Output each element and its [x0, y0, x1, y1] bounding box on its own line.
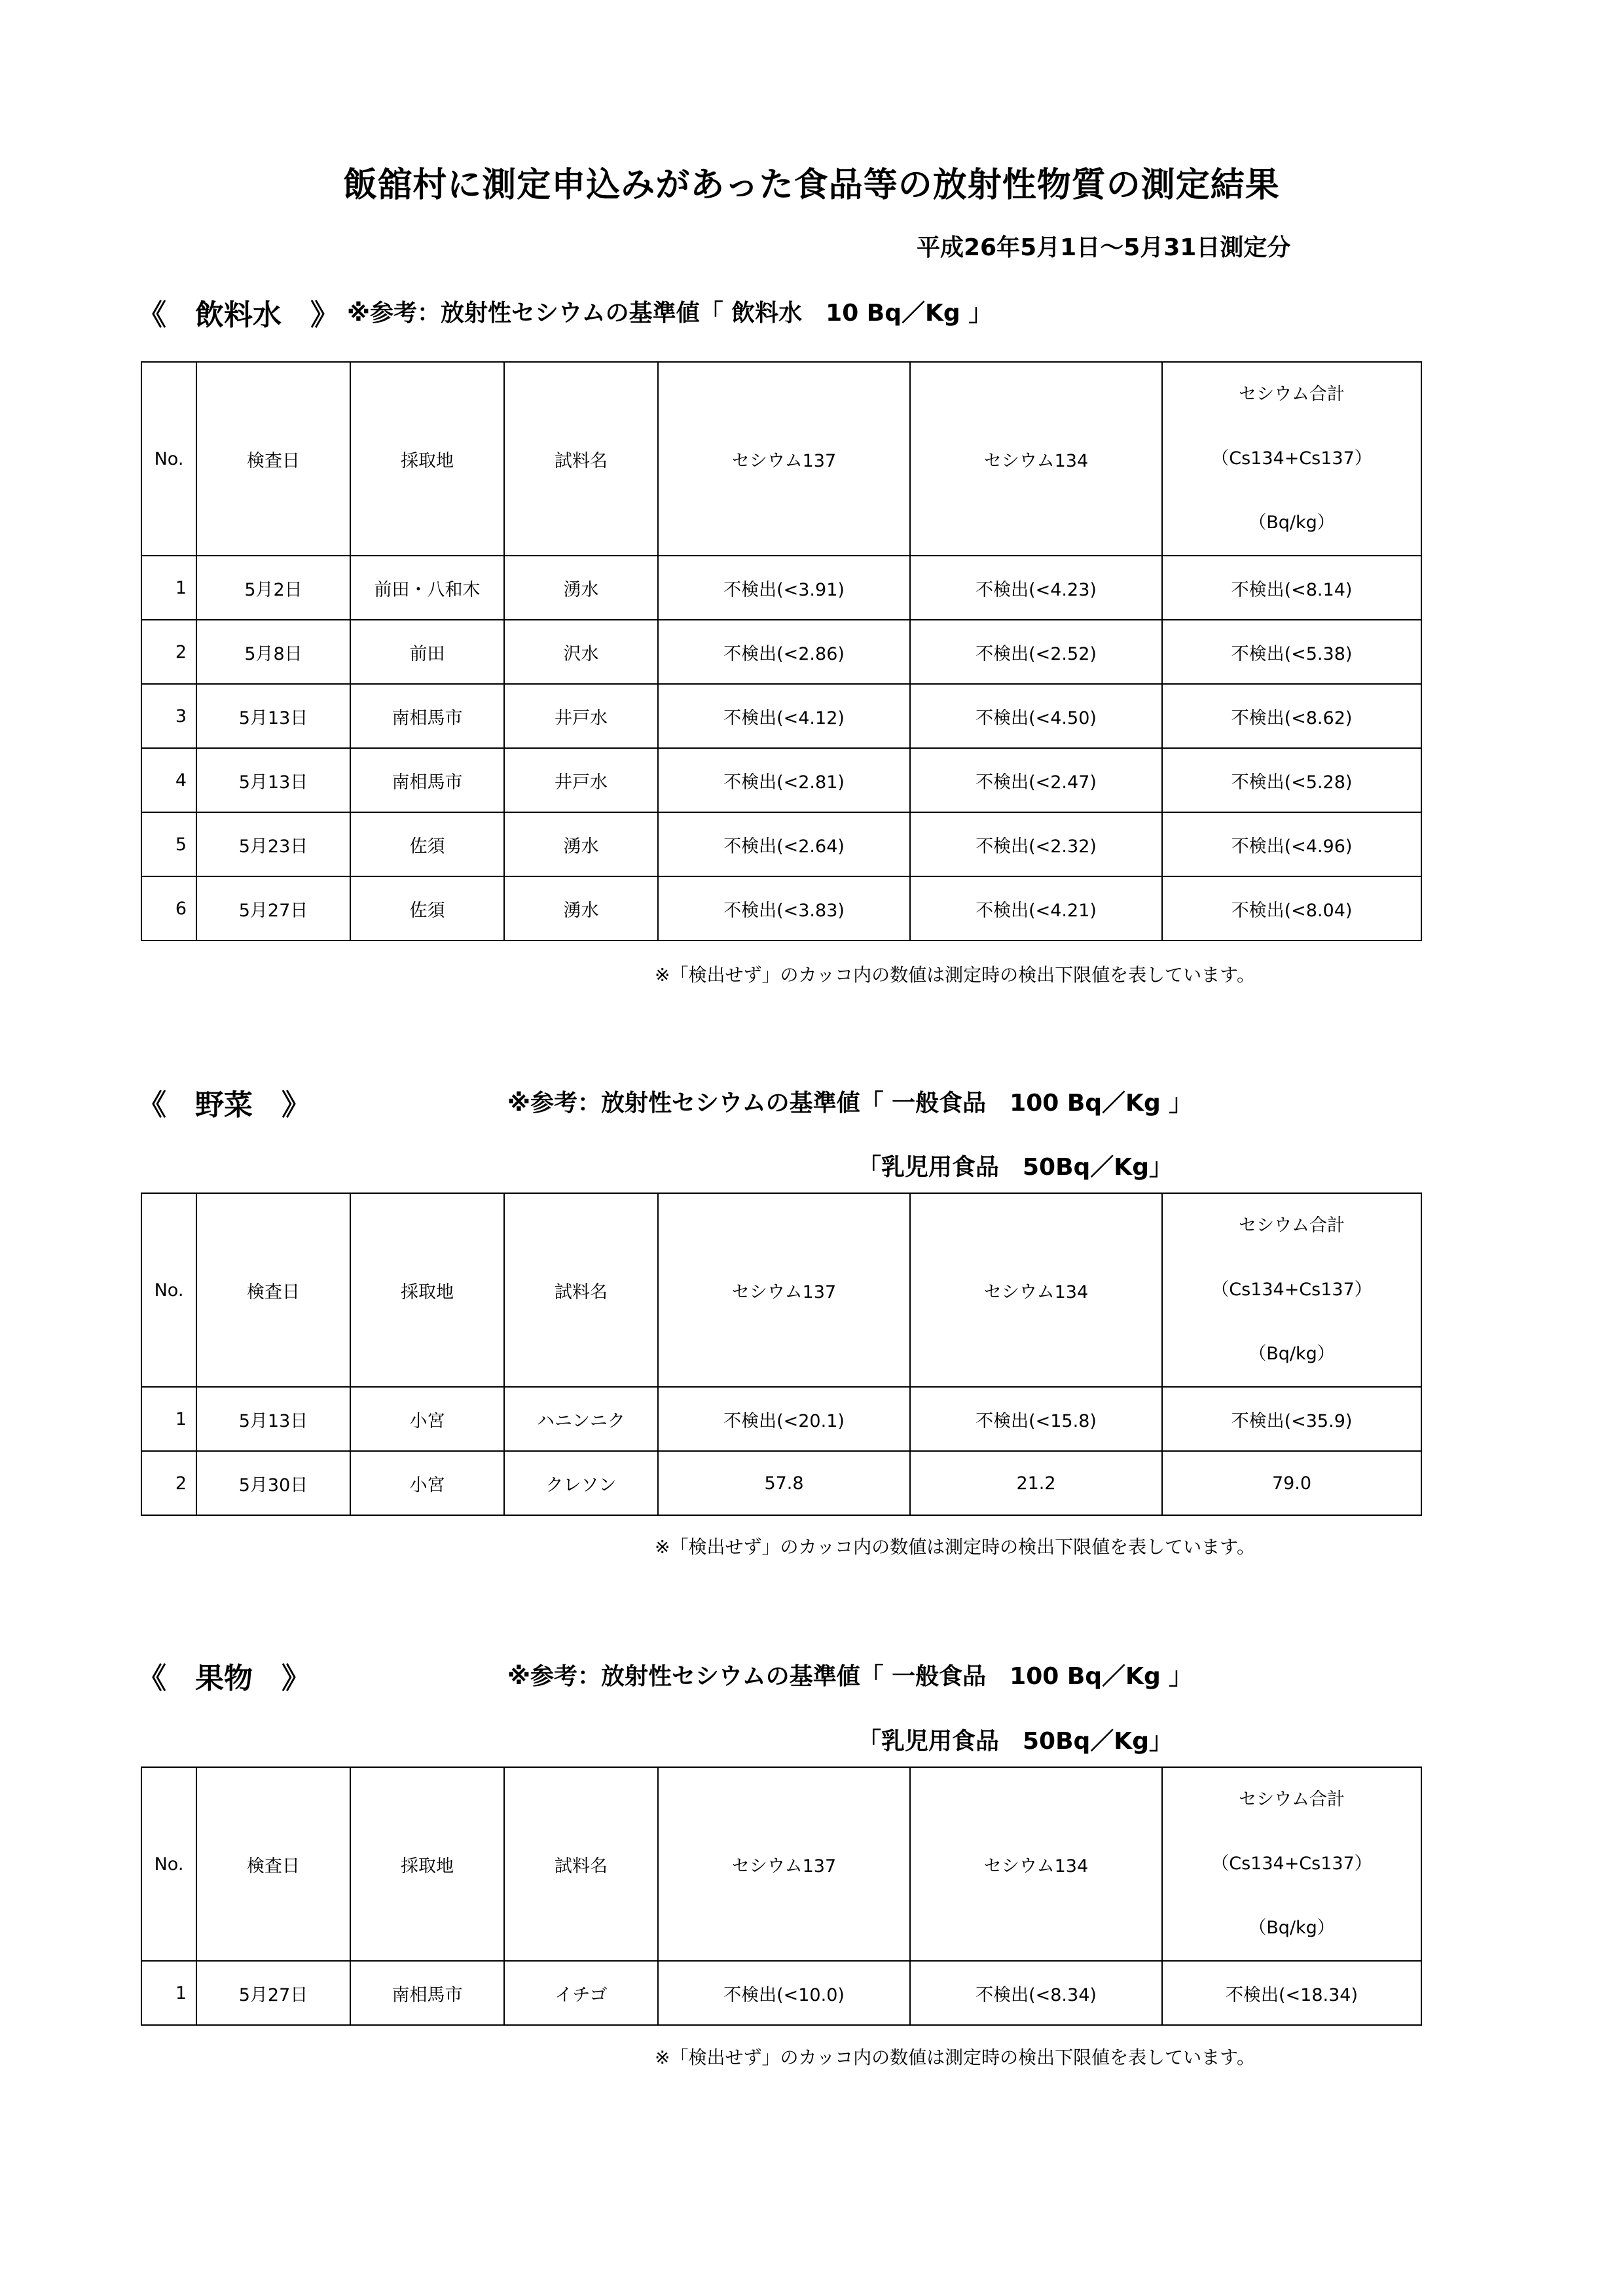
cell-cs137: 不検出(<3.91): [658, 556, 910, 620]
header-place: 採取地: [350, 1767, 504, 1961]
header-date: 検査日: [196, 1767, 350, 1961]
cell-no: 5: [141, 812, 196, 876]
cell-no: 1: [141, 1387, 196, 1451]
cell-cs134: 21.2: [910, 1451, 1162, 1515]
results-table-fruit: [141, 1767, 1422, 2026]
cell-no: 1: [141, 556, 196, 620]
cell-place: 南相馬市: [350, 748, 504, 812]
results-table-drinking-water: [141, 361, 1422, 941]
header-total: [1162, 1193, 1421, 1387]
cell-cs134: 不検出(<4.21): [910, 876, 1162, 941]
cell-date: 5月13日: [196, 684, 350, 748]
reference-standard-vegetables-general: ※参考：放射性セシウムの基準値「 一般食品 100 Bq／Kg 」: [507, 1090, 1193, 1117]
cell-cs134: 不検出(<15.8): [910, 1387, 1162, 1451]
cell-total: 不検出(<8.14): [1162, 556, 1421, 620]
cell-sample: 湧水: [504, 812, 658, 876]
cell-total: 不検出(<8.62): [1162, 684, 1421, 748]
cell-cs134: 不検出(<4.23): [910, 556, 1162, 620]
cell-no: 1: [141, 1961, 196, 2025]
cell-no: 2: [141, 620, 196, 684]
cell-cs137: 不検出(<3.83): [658, 876, 910, 941]
results-table-vegetables: [141, 1193, 1422, 1516]
cell-cs137: 不検出(<2.86): [658, 620, 910, 684]
measurement-period: 平成26年5月1日～5月31日測定分: [917, 234, 1291, 261]
cell-date: 5月13日: [196, 748, 350, 812]
page-title: 飯舘村に測定申込みがあった食品等の放射性物質の測定結果: [343, 166, 1280, 205]
cell-sample: 井戸水: [504, 748, 658, 812]
cell-total: 不検出(<18.34): [1162, 1961, 1421, 2025]
cell-date: 5月30日: [196, 1451, 350, 1515]
cell-date: 5月27日: [196, 876, 350, 941]
header-cs137: セシウム137: [658, 1767, 910, 1961]
header-place: 採取地: [350, 362, 504, 556]
cell-no: 3: [141, 684, 196, 748]
table-header-row: [141, 1193, 1421, 1387]
cell-total: 79.0: [1162, 1451, 1421, 1515]
header-total: [1162, 362, 1421, 556]
cell-cs137: 不検出(<20.1): [658, 1387, 910, 1451]
cell-cs137: 不検出(<4.12): [658, 684, 910, 748]
reference-standard-drinking-water: ※参考：放射性セシウムの基準値「 飲料水 10 Bq／Kg 」: [347, 300, 993, 327]
header-total-line1: セシウム合計: [1239, 1789, 1345, 1810]
section-heading-fruit: 《 果物 》: [137, 1662, 310, 1695]
cell-total: 不検出(<4.96): [1162, 812, 1421, 876]
cell-cs134: 不検出(<4.50): [910, 684, 1162, 748]
header-no: No.: [141, 1767, 196, 1961]
header-sample: 試料名: [504, 362, 658, 556]
header-total-line1: セシウム合計: [1239, 384, 1345, 404]
table-row: [141, 748, 1421, 812]
cell-place: 南相馬市: [350, 684, 504, 748]
reference-standard-fruit-infant: 「乳児用食品 50Bq／Kg」: [858, 1728, 1173, 1755]
reference-standard-vegetables-infant: 「乳児用食品 50Bq／Kg」: [858, 1154, 1173, 1181]
cell-date: 5月8日: [196, 620, 350, 684]
header-sample: 試料名: [504, 1193, 658, 1387]
header-total-line2: （Cs134+Cs137）: [1211, 448, 1372, 469]
cell-place: 小宮: [350, 1387, 504, 1451]
header-total-line3: （Bq/kg）: [1249, 1918, 1335, 1938]
cell-total: 不検出(<5.38): [1162, 620, 1421, 684]
header-total-line3: （Bq/kg）: [1249, 1344, 1335, 1364]
cell-no: 4: [141, 748, 196, 812]
cell-no: 2: [141, 1451, 196, 1515]
cell-sample: イチゴ: [504, 1961, 658, 2025]
cell-place: 佐須: [350, 876, 504, 941]
header-total-line2: （Cs134+Cs137）: [1211, 1280, 1372, 1300]
cell-date: 5月13日: [196, 1387, 350, 1451]
footnote-fruit: ※「検出せず」のカッコ内の数値は測定時の検出下限値を表しています。: [655, 2047, 1255, 2068]
cell-cs134: 不検出(<8.34): [910, 1961, 1162, 2025]
cell-date: 5月27日: [196, 1961, 350, 2025]
table-row: [141, 876, 1421, 941]
section-heading-drinking-water: 《 飲料水 》: [137, 298, 339, 332]
cell-date: 5月2日: [196, 556, 350, 620]
cell-place: 南相馬市: [350, 1961, 504, 2025]
cell-sample: 湧水: [504, 556, 658, 620]
cell-sample: クレソン: [504, 1451, 658, 1515]
table-row: [141, 1387, 1421, 1451]
header-cs134: セシウム134: [910, 1193, 1162, 1387]
header-sample: 試料名: [504, 1767, 658, 1961]
table-row: [141, 812, 1421, 876]
cell-cs134: 不検出(<2.52): [910, 620, 1162, 684]
header-cs137: セシウム137: [658, 1193, 910, 1387]
cell-place: 前田: [350, 620, 504, 684]
cell-cs137: 不検出(<2.81): [658, 748, 910, 812]
header-cs134: セシウム134: [910, 1767, 1162, 1961]
header-no: No.: [141, 1193, 196, 1387]
reference-standard-fruit-general: ※参考：放射性セシウムの基準値「 一般食品 100 Bq／Kg 」: [507, 1663, 1193, 1690]
header-total-line1: セシウム合計: [1239, 1215, 1345, 1236]
table-row: [141, 684, 1421, 748]
footnote-vegetables: ※「検出せず」のカッコ内の数値は測定時の検出下限値を表しています。: [655, 1536, 1255, 1558]
table-header-row: [141, 1767, 1421, 1961]
table-header-row: [141, 362, 1421, 556]
cell-cs137: 不検出(<10.0): [658, 1961, 910, 2025]
header-total-line3: （Bq/kg）: [1249, 512, 1335, 533]
cell-place: 佐須: [350, 812, 504, 876]
cell-cs137: 57.8: [658, 1451, 910, 1515]
cell-cs134: 不検出(<2.32): [910, 812, 1162, 876]
header-total: [1162, 1767, 1421, 1961]
cell-sample: 湧水: [504, 876, 658, 941]
cell-sample: 井戸水: [504, 684, 658, 748]
cell-cs134: 不検出(<2.47): [910, 748, 1162, 812]
table-row: [141, 620, 1421, 684]
cell-cs137: 不検出(<2.64): [658, 812, 910, 876]
footnote-drinking-water: ※「検出せず」のカッコ内の数値は測定時の検出下限値を表しています。: [655, 964, 1255, 986]
header-cs137: セシウム137: [658, 362, 910, 556]
cell-total: 不検出(<5.28): [1162, 748, 1421, 812]
header-total-line2: （Cs134+Cs137）: [1211, 1854, 1372, 1874]
cell-total: 不検出(<35.9): [1162, 1387, 1421, 1451]
header-date: 検査日: [196, 362, 350, 556]
cell-no: 6: [141, 876, 196, 941]
table-row: [141, 556, 1421, 620]
table-row: [141, 1961, 1421, 2025]
table-row: [141, 1451, 1421, 1515]
cell-sample: ハニンニク: [504, 1387, 658, 1451]
cell-sample: 沢水: [504, 620, 658, 684]
cell-total: 不検出(<8.04): [1162, 876, 1421, 941]
cell-place: 小宮: [350, 1451, 504, 1515]
cell-date: 5月23日: [196, 812, 350, 876]
header-date: 検査日: [196, 1193, 350, 1387]
header-cs134: セシウム134: [910, 362, 1162, 556]
header-place: 採取地: [350, 1193, 504, 1387]
header-no: No.: [141, 362, 196, 556]
cell-place: 前田・八和木: [350, 556, 504, 620]
section-heading-vegetables: 《 野菜 》: [137, 1088, 310, 1122]
